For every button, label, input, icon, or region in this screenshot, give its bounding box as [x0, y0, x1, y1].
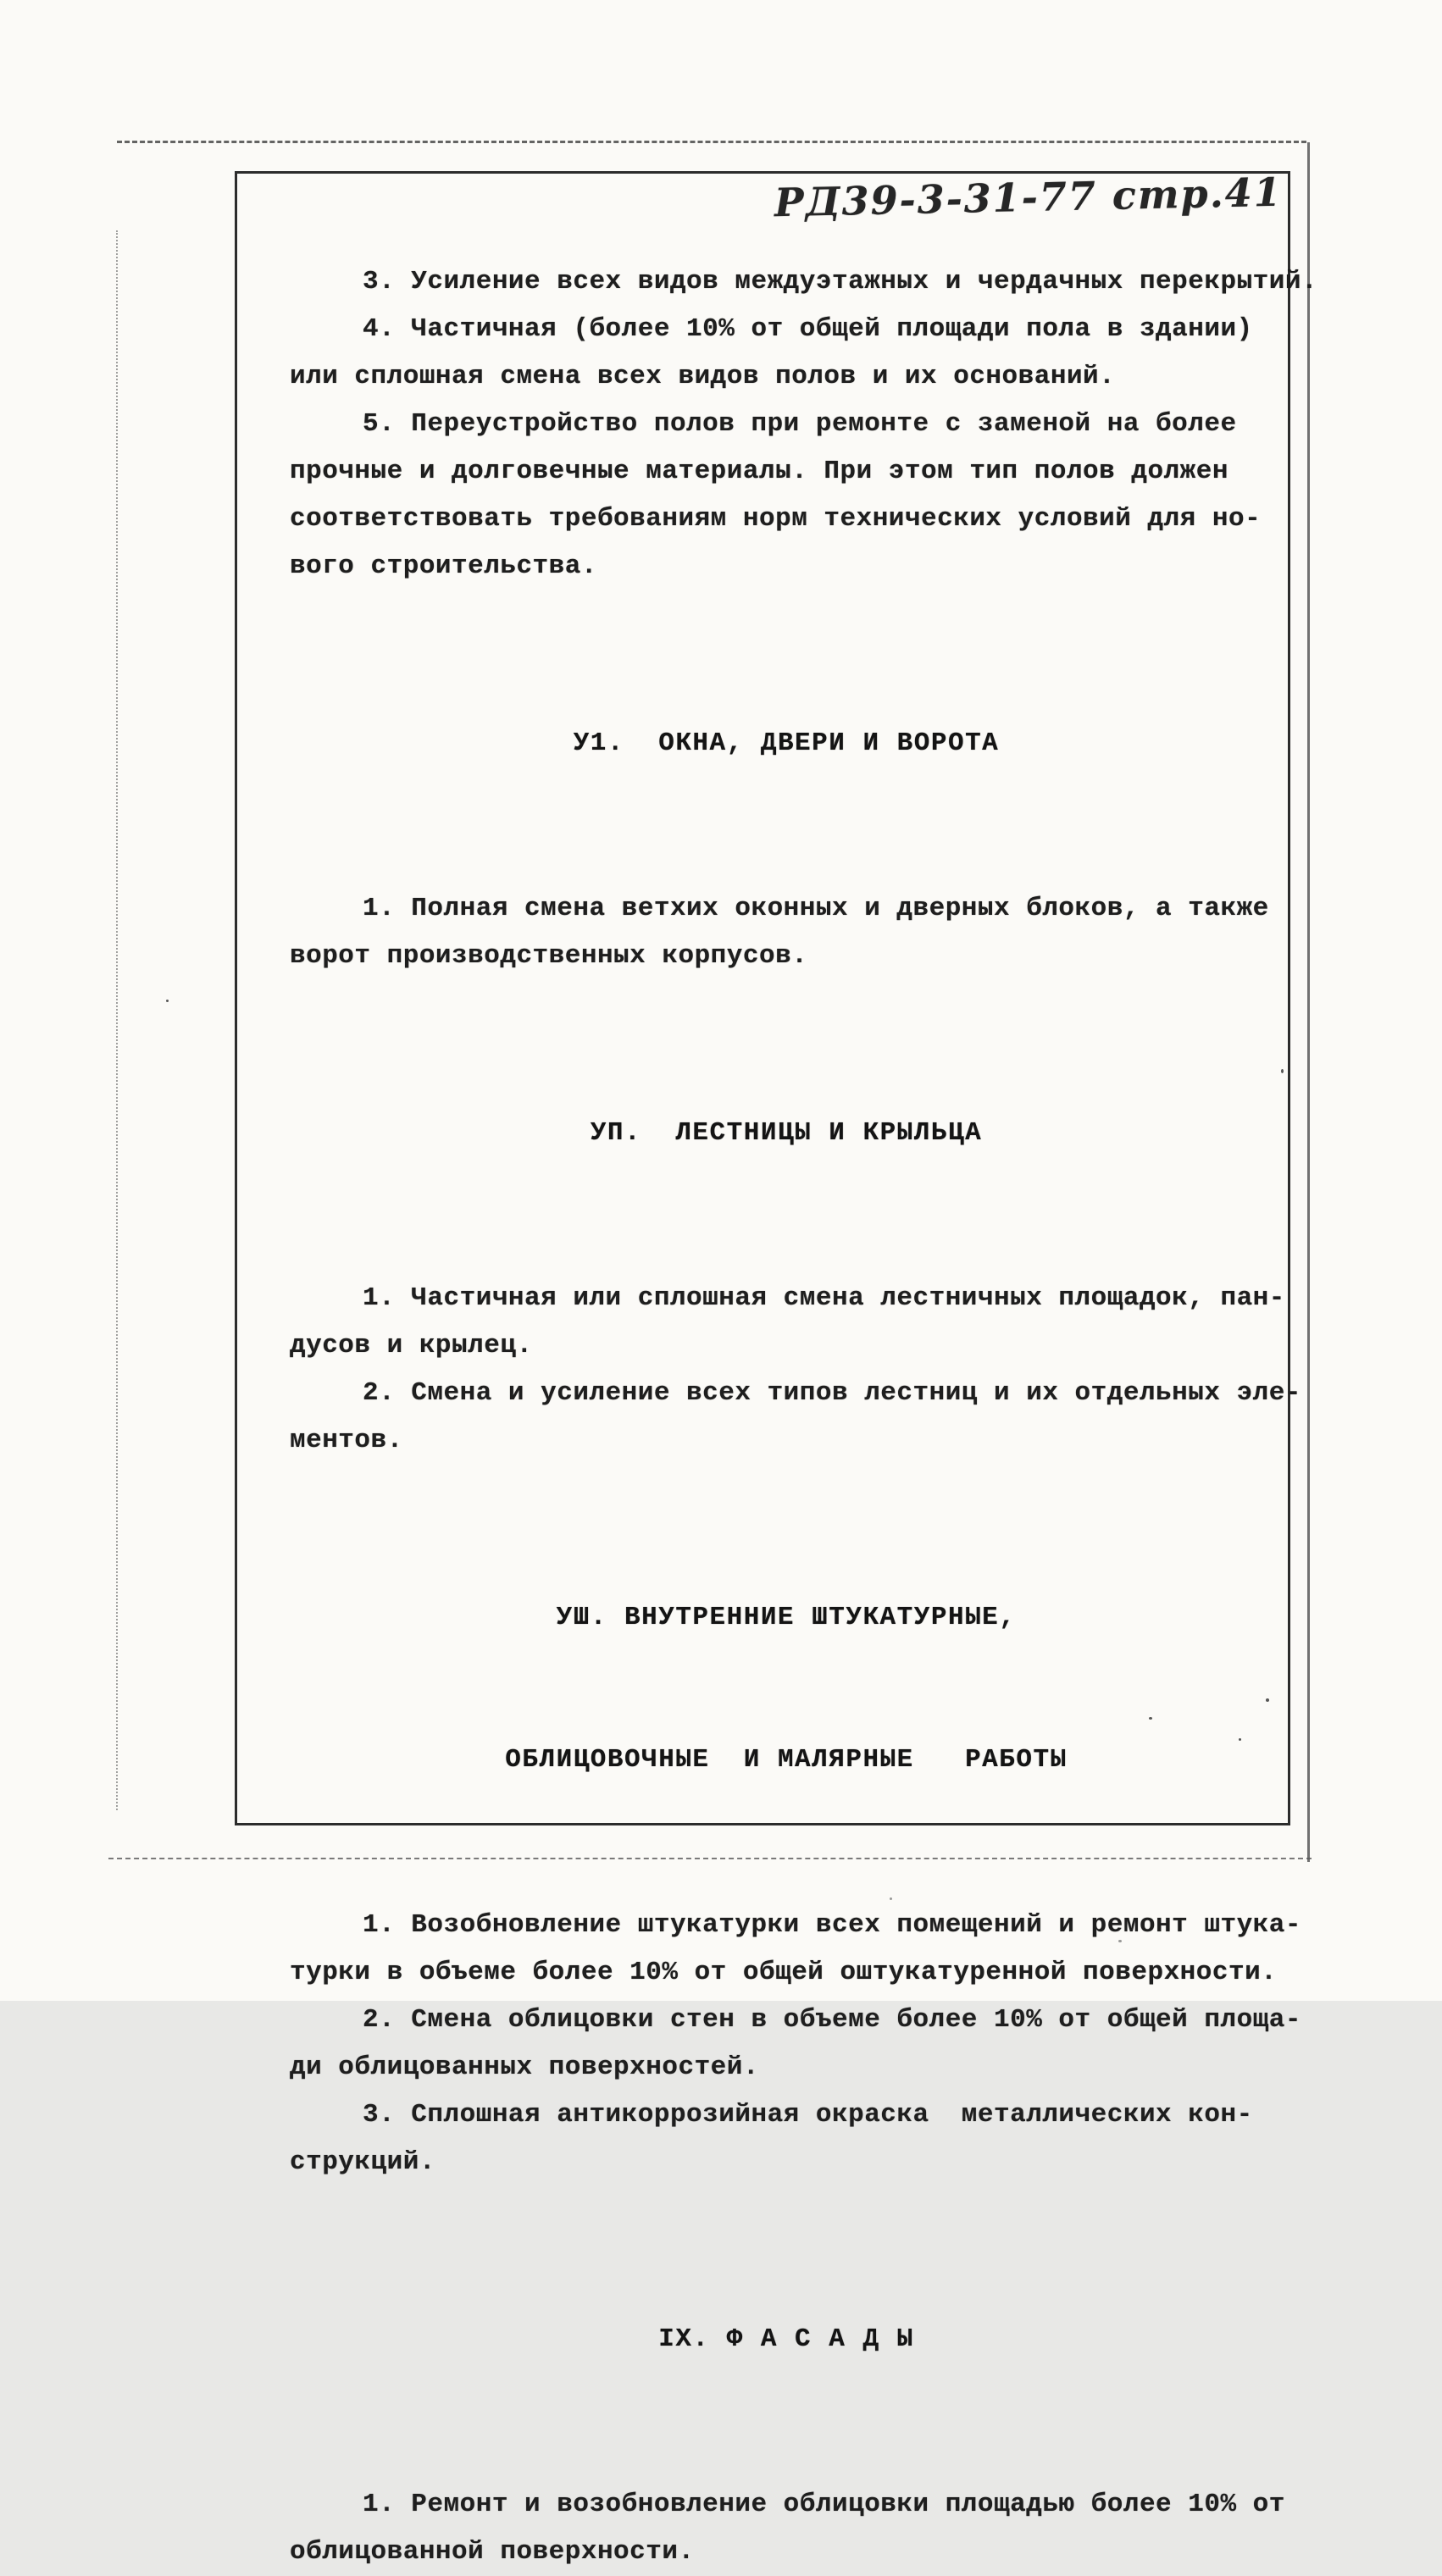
para-line: 5. Переустройство полов при ремонте с заменой на более [363, 409, 1237, 439]
heading-line: УШ. ВНУТРЕННИЕ ШТУКАТУРНЫЕ, [556, 1603, 1017, 1632]
scan-speck [890, 1897, 892, 1900]
para-line: 2. Смена облицовки стен в объеме более 10% от общей площа- [363, 2005, 1301, 2035]
para-line: турки в объеме более 10% от общей оштукатуренной поверхности. [290, 1958, 1278, 1987]
section-heading-facades [290, 2221, 1283, 2458]
para-line: 1. Ремонт и возобновление облицовки площадью более 10% от [363, 2490, 1285, 2519]
para-line: струкций. [290, 2147, 435, 2177]
para-line: 1. Частичная или сплошная смена лестничных площадок, пан- [363, 1283, 1285, 1313]
scan-speck [1281, 1069, 1284, 1073]
para-line: ворот производственных корпусов. [290, 941, 808, 971]
heading-line: У1. ОКНА, ДВЕРИ И ВОРОТА [573, 728, 1000, 758]
heading-line: IХ. Ф А С А Д Ы [658, 2324, 914, 2354]
para-line: 2. Смена и усиление всех типов лестниц и их отдельных эле- [363, 1378, 1301, 1408]
para-line: вого строительства. [290, 551, 597, 581]
para-line: 1. Полная смена ветхих оконных и дверных блоков, а также [363, 894, 1269, 923]
section-heading-stairs-porches [290, 1015, 1283, 1252]
para-line: 1. Возобновление штукатурки всех помещений и ремонт штука- [363, 1910, 1301, 1940]
section-heading-interior-plaster-works [290, 1499, 1283, 1879]
para-line: дусов и крылец. [290, 1331, 533, 1360]
heading-line: УП. ЛЕСТНИЦЫ И КРЫЛЬЦА [590, 1118, 983, 1148]
heading-line: ОБЛИЦОВОЧНЫЕ И МАЛЯРНЫЕ РАБОТЫ [505, 1745, 1068, 1775]
handwritten-page-ref: РД39-3-31-77 стр.41 [774, 169, 1284, 226]
para-line: или сплошная смена всех видов полов и их оснований. [290, 362, 1116, 391]
photocopy-border-top [117, 141, 1306, 143]
para-line: ди облицованных поверхностей. [290, 2052, 759, 2082]
scan-speck [1239, 1738, 1241, 1741]
section-heading-windows-doors-gates [290, 625, 1283, 862]
para-line: 4. Частичная (более 10% от общей площади пола в здании) [363, 314, 1253, 344]
scan-speck [1266, 1698, 1269, 1702]
typewritten-content [290, 258, 1318, 2576]
para-line: прочные и долговечные материалы. При этом тип полов должен [290, 457, 1228, 486]
para-line: 3. Сплошная антикоррозийная окраска металлических кон- [363, 2100, 1253, 2130]
photocopy-border-right [1307, 142, 1310, 1862]
para-line: облицованной поверхности. [290, 2537, 695, 2567]
para-line: ментов. [290, 1426, 403, 1455]
scan-speck [166, 1000, 169, 1002]
para-line: 3. Усиление всех видов междуэтажных и чердачных перекрытий. [363, 267, 1318, 296]
photocopy-border-left [116, 230, 118, 1810]
scan-speck [1149, 1717, 1152, 1720]
scan-speck [1118, 1940, 1122, 1942]
para-line: соответствовать требованиям норм технических условий для но- [290, 504, 1262, 534]
